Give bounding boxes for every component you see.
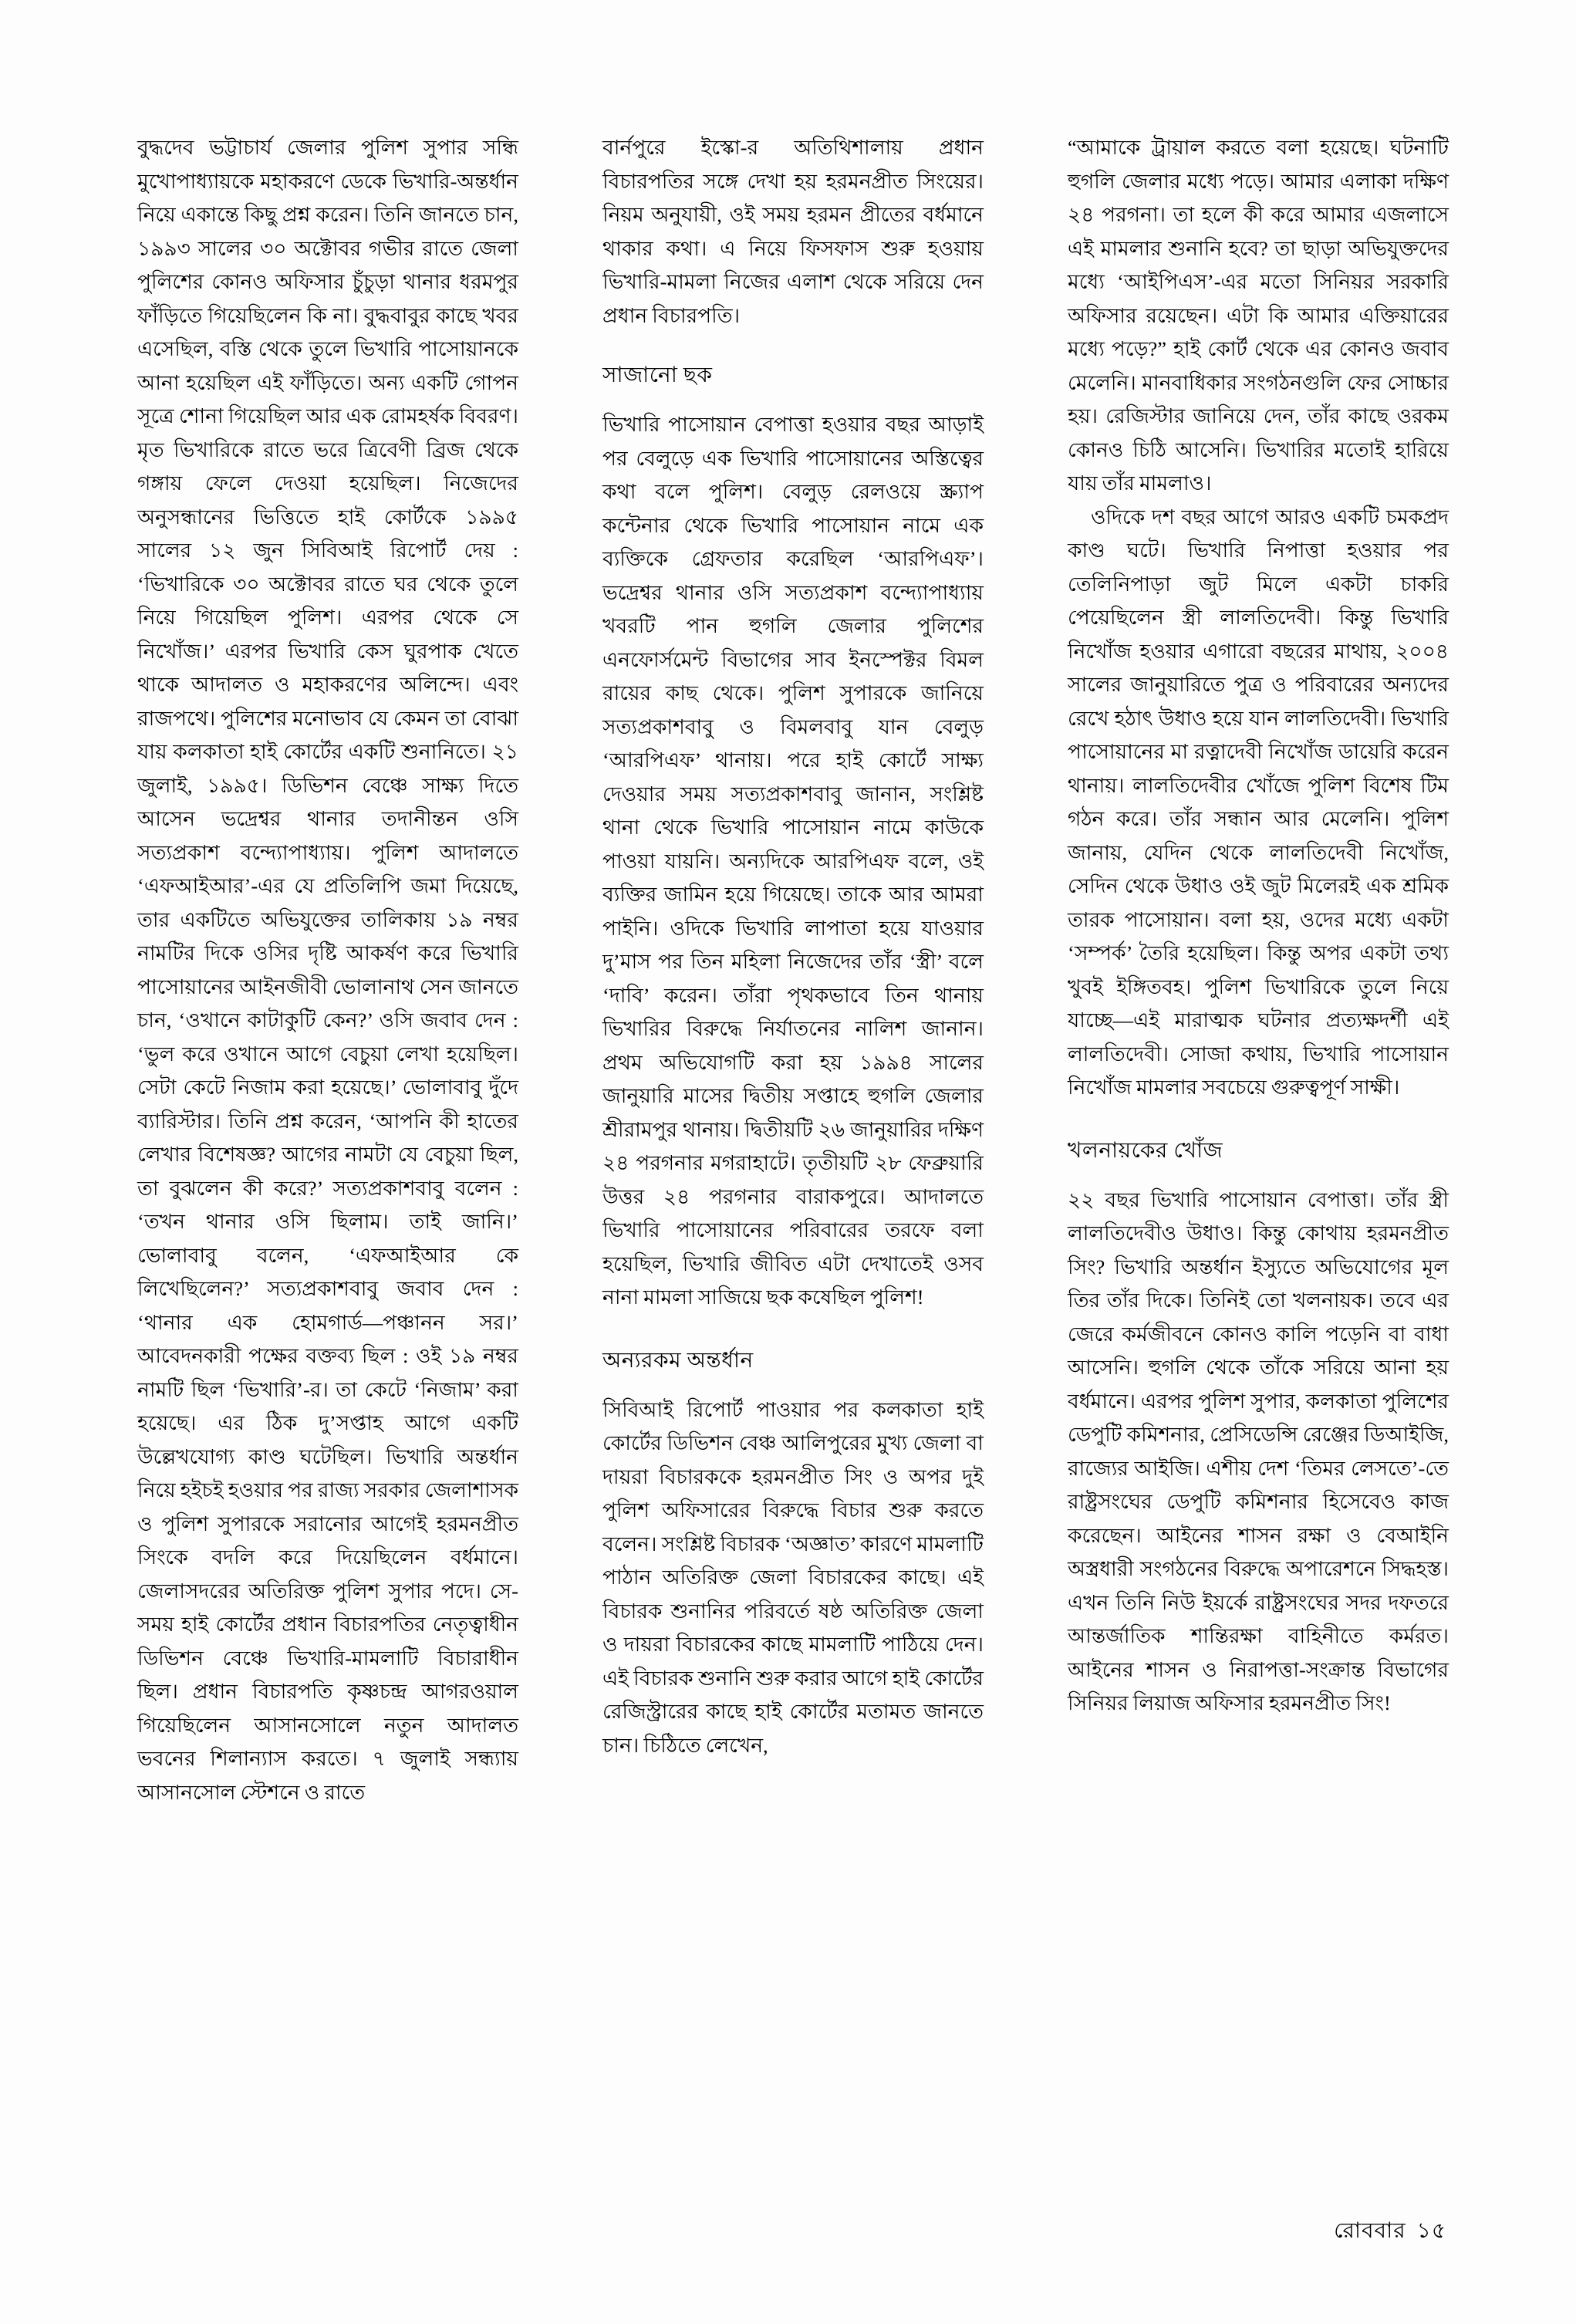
folio-label: রোববার bbox=[1334, 2219, 1406, 2243]
body-paragraph: বার্নপুরে ইস্কো-র অতিথিশালায় প্রধান বিচারপতির সঙ্গে দেখা হয় হরমনপ্রীত সিংয়ের। নিয়ম অনুযায়ী, ওই সময় হরমন প্রীতের বর্ধমানে থাকার কথা। এ নিয়ে ফিসফাস শুরু হওয়ায় ভিখারি-মামলা নিজের এলাশ থেকে সরিয়ে দেন প্রধান বিচারপতি। bbox=[602, 136, 984, 327]
section-heading-onnorokom-ontordhan: অন্যরকম অন্তর্ধান bbox=[602, 1348, 754, 1373]
text-column-3 bbox=[1068, 131, 1449, 1721]
page-folio bbox=[1334, 2214, 1446, 2250]
body-paragraph: ২২ বছর ভিখারি পাসোয়ান বেপাত্তা। তাঁর স্ত্রী লালতিদেবীও উধাও। কিন্তু কোথায় হরমনপ্রীত সিং? ভিখারি অন্তর্ধান ইস্যুতে অভিযোগের মূল তির তাঁর দিকে। তিনিই তো খলনায়ক। তবে এর জেরে কর্মজীবনে কোনও কালি পড়েনি বা বাধা আসেনি। হুগলি থেকে তাঁকে সরিয়ে আনা হয় বর্ধমানে। এরপর পুলিশ সুপার, কলকাতা পুলিশের ডেপুটি কমিশনার, প্রেসিডেন্সি রেঞ্জের ডিআইজি, রাজ্যের আইজি। এশীয় দেশ ‘তিমর লেসতে’-তে রাষ্ট্রসংঘের ডেপুটি কমিশনার হিসেবেও কাজ করেছেন। আইনের শাসন রক্ষা ও বেআইনি অস্ত্রধারী সংগঠনের বিরুদ্ধে অপারেশনে সিদ্ধহস্ত। এখন তিনি নিউ ইয়র্কে রাষ্ট্রসংঘের সদর দফতরে আন্তর্জাতিক শান্তিরক্ষা বাহিনীতে কর্মরত। আইনের শাসন ও নিরাপত্তা-সংক্রান্ত বিভাগের সিনিয়র লিয়াজ অফিসার হরমনপ্রীত সিং! bbox=[1068, 1187, 1449, 1714]
body-paragraph: বুদ্ধদেব ভট্টাচার্য জেলার পুলিশ সুপার সন্ধি মুখোপাধ্যায়কে মহাকরণে ডেকে ভিখারি-অন্তর্ধান নিয়ে একান্তে কিছু প্রশ্ন করেন। তিনি জানতে চান, ১৯৯৩ সালের ৩০ অক্টোবর গভীর রাতে জেলা পুলিশের কোনও অফিসার চুঁচুড়া থানার ধরমপুর ফাঁড়িতে গিয়েছিলেন কি না। বুদ্ধবাবুর কাছে খবর এসেছিল, বস্তি থেকে তুলে ভিখারি পাসোয়ানকে আনা হয়েছিল এই ফাঁড়িতে। অন্য একটি গোপন সূত্রে শোনা গিয়েছিল আর এক রোমহর্ষক বিবরণ। মৃত ভিখারিকে রাতে ভরে ত্রিবেণী ব্রিজ থেকে গঙ্গায় ফেলে দেওয়া হয়েছিল। নিজেদের অনুসন্ধানের ভিত্তিতে হাই কোর্টকে ১৯৯৫ সালের ১২ জুন সিবিআই রিপোর্ট দেয় : ‘ভিখারিকে ৩০ অক্টোবর রাতে ঘর থেকে তুলে নিয়ে গিয়েছিল পুলিশ। এরপর থেকে সে নিখোঁজ।’ এরপর ভিখারি কেস ঘুরপাক খেতে থাকে আদালত ও মহাকরণের অলিন্দে। এবং রাজপথে। পুলিশের মনোভাব যে কেমন তা বোঝা যায় কলকাতা হাই কোর্টের একটি শুনানিতে। ২১ জুলাই, ১৯৯৫। ডিভিশন বেঞ্চে সাক্ষ্য দিতে আসেন ভদ্রেশ্বর থানার তদানীন্তন ওসি সত্যপ্রকাশ বন্দ্যোপাধ্যায়। পুলিশ আদালতে ‘এফআইআর’-এর যে প্রতিলিপি জমা দিয়েছে, তার একটিতে অভিযুক্তের তালিকায় ১৯ নম্বর নামটির দিকে ওসির দৃষ্টি আকর্ষণ করে ভিখারি পাসোয়ানের আইনজীবী ভোলানাথ সেন জানতে চান, ‘ওখানে কাটাকুটি কেন?’ ওসি জবাব দেন : ‘ভুল করে ওখানে আগে বেচুয়া লেখা হয়েছিল। সেটা কেটে নিজাম করা হয়েছে।’ ভোলাবাবু দুঁদে ব্যারিস্টার। তিনি প্রশ্ন করেন, ‘আপনি কী হাতের লেখার বিশেষজ্ঞ? আগের নামটা যে বেচুয়া ছিল, তা বুঝলেন কী করে?’ সত্যপ্রকাশবাবু বলেন : ‘তখন থানার ওসি ছিলাম। তাই জানি।’ ভোলাবাবু বলেন, ‘এফআইআর কে লিখেছিলেন?’ সত্যপ্রকাশবাবু জবাব দেন : ‘থানার এক হোমগার্ড—পঞ্চানন সর।’ আবেদনকারী পক্ষের বক্তব্য ছিল : ওই ১৯ নম্বর নামটি ছিল ‘ভিখারি’-র। তা কেটে ‘নিজাম’ করা হয়েছে। এর ঠিক দু’সপ্তাহ আগে একটি উল্লেখযোগ্য কাণ্ড ঘটেছিল। ভিখারি অন্তর্ধান নিয়ে হইচই হওয়ার পর রাজ্য সরকার জেলাশাসক ও পুলিশ সুপারকে সরানোর আগেই হরমনপ্রীত সিংকে বদলি করে দিয়েছিলেন বর্ধমানে। জেলাসদরের অতিরিক্ত পুলিশ সুপার পদে। সে-সময় হাই কোর্টের প্রধান বিচারপতির নেতৃত্বাধীন ডিভিশন বেঞ্চে ভিখারি-মামলাটি বিচারাধীন ছিল। প্রধান বিচারপতি কৃষ্ণচন্দ্র আগরওয়াল গিয়েছিলেন আসানসোলে নতুন আদালত ভবনের শিলান্যাস করতে। ৭ জুলাই সন্ধ্যায় আসানসোল স্টেশনে ও রাতে bbox=[137, 136, 518, 1804]
text-column-2 bbox=[602, 131, 984, 1762]
article-columns bbox=[137, 131, 1449, 2199]
body-paragraph: ওদিকে দশ বছর আগে আরও একটি চমকপ্রদ কাণ্ড ঘটে। ভিখারি নিপাত্তা হওয়ার পর তেলিনিপাড়া জুট মিলে একটা চাকরি পেয়েছিলেন স্ত্রী লালতিদেবী। কিন্তু ভিখারি নিখোঁজ হওয়ার এগারো বছরের মাথায়, ২০০৪ সালের জানুয়ারিতে পুত্র ও পরিবারের অন্যদের রেখে হঠাৎ উধাও হয়ে যান লালতিদেবী। ভিখারি পাসোয়ানের মা রত্নাদেবী নিখোঁজ ডায়েরি করেন থানায়। লালতিদেবীর খোঁজে পুলিশ বিশেষ টিম গঠন করে। তাঁর সন্ধান আর মেলেনি। পুলিশ জানায়, যেদিন থেকে লালতিদেবী নিখোঁজ, সেদিন থেকে উধাও ওই জুট মিলেরই এক শ্রমিক তারক পাসোয়ান। বলা হয়, ওদের মধ্যে একটা ‘সম্পর্ক’ তৈরি হয়েছিল। কিন্তু অপর একটা তথ্য খুবই ইঙ্গিতবহ। পুলিশ ভিখারিকে তুলে নিয়ে যাচ্ছে—এই মারাত্মক ঘটনার প্রত্যক্ষদর্শী এই লালতিদেবী। সোজা কথায়, ভিখারি পাসোয়ান নিখোঁজ মামলার সবচেয়ে গুরুত্বপূর্ণ সাক্ষী। bbox=[1068, 505, 1449, 1099]
section-heading-sajano-chhok: সাজানো ছক bbox=[602, 363, 713, 387]
text-column-1 bbox=[137, 131, 518, 1809]
folio-number: ১৫ bbox=[1416, 2219, 1446, 2243]
section-heading-khalnayaker-khonj: খলনায়কের খোঁজ bbox=[1068, 1138, 1223, 1163]
body-paragraph: ভিখারি পাসোয়ান বেপাত্তা হওয়ার বছর আড়াই পর বেলুড়ে এক ভিখারি পাসোয়ানের অস্তিত্বের কথা বলে পুলিশ। বেলুড় রেলওয়ে স্ক্র্যাপ কন্টেনার থেকে ভিখারি পাসোয়ান নামে এক ব্যক্তিকে গ্রেফতার করেছিল ‘আরপিএফ’। ভদ্রেশ্বর থানার ওসি সত্যপ্রকাশ বন্দ্যোপাধ্যায় খবরটি পান হুগলি জেলার পুলিশের এনফোর্সমেন্ট বিভাগের সাব ইনস্পেক্টর বিমল রায়ের কাছ থেকে। পুলিশ সুপারকে জানিয়ে সত্যপ্রকাশবাবু ও বিমলবাবু যান বেলুড় ‘আরপিএফ’ থানায়। পরে হাই কোর্টে সাক্ষ্য দেওয়ার সময় সত্যপ্রকাশবাবু জানান, সংশ্লিষ্ট থানা থেকে ভিখারি পাসোয়ান নামে কাউকে পাওয়া যায়নি। অন্যদিকে আরপিএফ বলে, ওই ব্যক্তির জামিন হয়ে গিয়েছে। তাকে আর আমরা পাইনি। ওদিকে ভিখারি লাপাতা হয়ে যাওয়ার দু’মাস পর তিন মহিলা নিজেদের তাঁর ‘স্ত্রী’ বলে ‘দাবি’ করেন। তাঁরা পৃথকভাবে তিন থানায় ভিখারির বিরুদ্ধে নির্যাতনের নালিশ জানান। প্রথম অভিযোগটি করা হয় ১৯৯৪ সালের জানুয়ারি মাসের দ্বিতীয় সপ্তাহে হুগলি জেলার শ্রীরামপুর থানায়। দ্বিতীয়টি ২৬ জানুয়ারির দক্ষিণ ২৪ পরগনার মগরাহাটে। তৃতীয়টি ২৮ ফেব্রুয়ারি উত্তর ২৪ পরগনার বারাকপুরে। আদালতে ভিখারি পাসোয়ানের পরিবারের তরফে বলা হয়েছিল, ভিখারি জীবিত এটা দেখাতেই ওসব নানা মামলা সাজিয়ে ছক কষেছিল পুলিশ! bbox=[602, 413, 984, 1309]
body-paragraph: “আমাকে ট্রায়াল করতে বলা হয়েছে। ঘটনাটি হুগলি জেলার মধ্যে পড়ে। আমার এলাকা দক্ষিণ ২৪ পরগনা। তা হলে কী করে আমার এজলাসে এই মামলার শুনানি হবে? তা ছাড়া অভিযুক্তদের মধ্যে ‘আইপিএস’-এর মতো সিনিয়র সরকারি অফিসার রয়েছেন। এটা কি আমার এক্তিয়ারের মধ্যে পড়ে?” হাই কোর্ট থেকে এর কোনও জবাব মেলেনি। মানবাধিকার সংগঠনগুলি ফের সোচ্চার হয়। রেজিস্টার জানিয়ে দেন, তাঁর কাছে ওরকম কোনও চিঠি আসেনি। ভিখারির মতোই হারিয়ে যায় তাঁর মামলাও। bbox=[1068, 136, 1449, 495]
body-paragraph: সিবিআই রিপোর্ট পাওয়ার পর কলকাতা হাই কোর্টের ডিভিশন বেঞ্চ আলিপুরের মুখ্য জেলা বা দায়রা বিচারককে হরমনপ্রীত সিং ও অপর দুই পুলিশ অফিসারের বিরুদ্ধে বিচার শুরু করতে বলেন। সংশ্লিষ্ট বিচারক ‘অজ্ঞাত’ কারণে মামলাটি পাঠান অতিরিক্ত জেলা বিচারকের কাছে। এই বিচারক শুনানির পরিবর্তে ষষ্ঠ অতিরিক্ত জেলা ও দায়রা বিচারকের কাছে মামলাটি পাঠিয়ে দেন। এই বিচারক শুনানি শুরু করার আগে হাই কোর্টের রেজিস্ট্রারের কাছে হাই কোর্টের মতামত জানতে চান। চিঠিতে লেখেন, bbox=[602, 1397, 984, 1757]
